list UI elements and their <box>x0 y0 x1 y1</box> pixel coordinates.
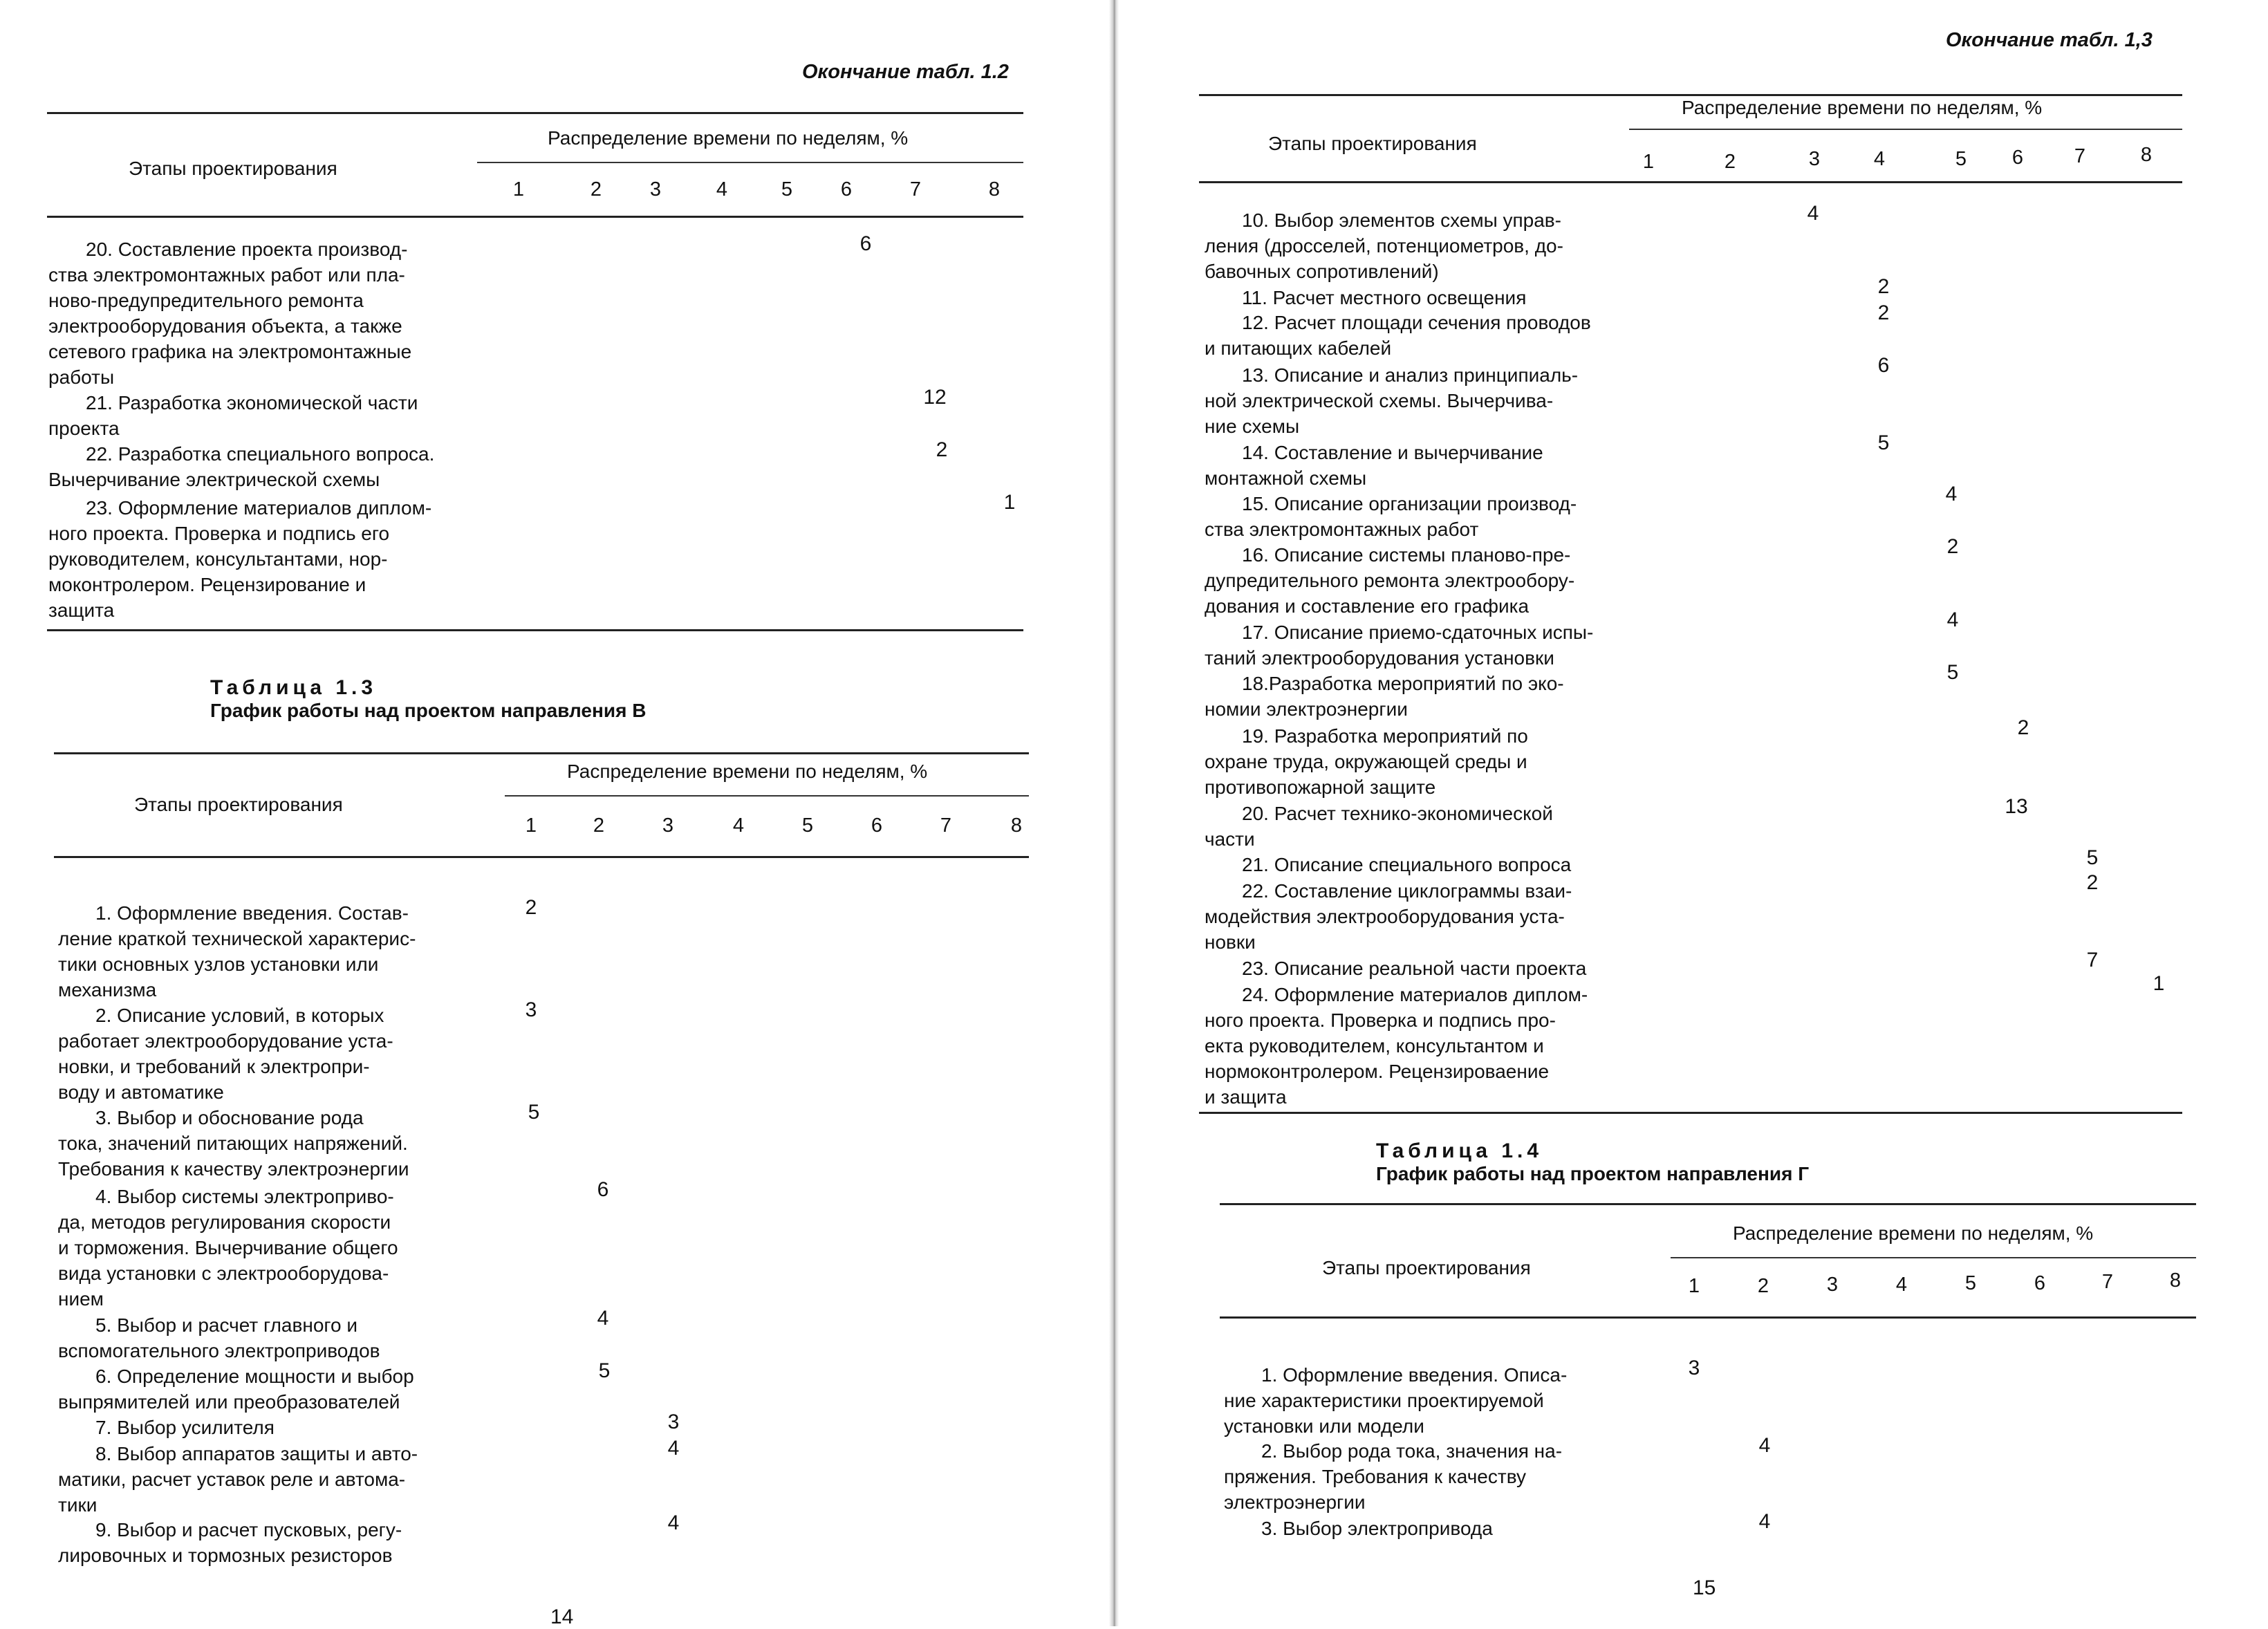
row-value: 3 <box>525 998 537 1021</box>
row-value: 13 <box>2005 795 2028 818</box>
table-row <box>1205 949 2099 981</box>
table-row <box>48 438 948 492</box>
week-1: 1 <box>1642 151 1655 173</box>
week-1: 1 <box>512 178 525 201</box>
table-row <box>58 1359 611 1415</box>
row-stage-text: 22. Составление циклограммы взаи- модействия электрооборудования уста- новки <box>1205 880 1572 953</box>
table-top-rule <box>47 112 1023 114</box>
table-title: График работы над проектом направления Г <box>1376 1163 1810 1184</box>
table-row <box>1205 275 1890 310</box>
week-6: 6 <box>2034 1272 2046 1294</box>
row-value: 1 <box>1003 491 1016 514</box>
distribution-header-rule <box>1629 129 2182 130</box>
row-value: 6 <box>597 1178 609 1201</box>
header-bottom-rule <box>1220 1316 2196 1319</box>
row-stage-text: 23. Оформление материалов диплом- ного проекта. Проверка и подпись его руководителем, консультантами, нор- моконтролером. Рецензирование и защита <box>48 497 432 621</box>
distribution-header: Распределение времени по неделям, % <box>567 761 928 782</box>
week-3: 3 <box>1826 1274 1839 1296</box>
table-top-rule <box>54 752 1029 754</box>
week-4: 4 <box>716 178 728 201</box>
stage-header: Этапы проектирования <box>1268 133 1477 154</box>
row-value: 2 <box>1946 535 1959 558</box>
row-value: 2 <box>1877 301 1890 324</box>
distribution-header: Распределение времени по неделям, % <box>1733 1222 2094 1244</box>
row-stage-text: 18.Разработка мероприятий по эко- номии электроэнергии <box>1205 673 1564 720</box>
week-2: 2 <box>593 814 605 837</box>
row-value: 4 <box>667 1511 680 1534</box>
week-6: 6 <box>871 814 883 837</box>
table-row <box>58 1511 680 1568</box>
week-8: 8 <box>2140 144 2153 166</box>
row-stage-text: 12. Расчет площади сечения проводов и питающих кабелей <box>1205 312 1591 359</box>
row-stage-text: 13. Описание и анализ принципиаль- ной электрической схемы. Вычерчива- ние схемы <box>1205 364 1579 437</box>
row-value: 5 <box>1946 661 1959 684</box>
week-8: 8 <box>1010 814 1023 837</box>
table-row <box>48 232 872 390</box>
row-value: 2 <box>2086 871 2099 894</box>
row-stage-text: 2. Описание условий, в которых работает электрооборудование уста- новки, и требований к электропри- воду и автоматике <box>58 1005 393 1103</box>
row-stage-text: 11. Расчет местного освещения <box>1242 287 1527 308</box>
row-value: 5 <box>528 1101 540 1124</box>
stage-header: Этапы проектирования <box>129 158 337 179</box>
week-7: 7 <box>940 814 952 837</box>
row-value: 6 <box>859 232 872 255</box>
distribution-header-rule <box>1671 1257 2196 1258</box>
row-value: 12 <box>923 386 947 409</box>
week-7: 7 <box>2101 1271 2114 1293</box>
table-row <box>1205 431 1890 491</box>
table-row <box>58 1437 680 1518</box>
table-row <box>1205 608 1959 671</box>
stage-header: Этапы проектирования <box>134 794 343 815</box>
week-5: 5 <box>781 178 793 201</box>
table-row <box>1205 716 2029 800</box>
distribution-header: Распределение времени по неделям, % <box>548 127 909 149</box>
table-row <box>1205 535 1959 619</box>
left-continuation-caption: Окончание табл. 1.2 <box>802 61 1009 83</box>
distribution-header: Распределение времени по неделям, % <box>1682 97 2043 118</box>
week-1: 1 <box>525 814 537 837</box>
table-row <box>1205 483 1958 542</box>
table-number: Таблица 1.3 <box>210 676 378 699</box>
row-stage-text: 15. Описание организации производ- ства электромонтажных работ <box>1205 493 1577 540</box>
row-value: 5 <box>598 1359 611 1382</box>
header-bottom-rule <box>1199 181 2182 183</box>
week-2: 2 <box>1724 151 1736 173</box>
week-3: 3 <box>662 814 674 837</box>
week-4: 4 <box>732 814 745 837</box>
table-row <box>48 491 1016 623</box>
row-stage-text: 1. Оформление введения. Описа- ние характеристики проектируемой установки или модели <box>1224 1364 1568 1437</box>
table-row <box>58 1307 609 1363</box>
table-bottom-rule <box>1199 1112 2182 1114</box>
distribution-header-rule <box>505 795 1029 797</box>
row-value: 4 <box>597 1307 609 1330</box>
table-row <box>48 386 947 441</box>
row-stage-text: 3. Выбор и обоснование рода тока, значений питающих напряжений. Требования к качеству электроэнергии <box>58 1107 409 1180</box>
table-row <box>1205 301 1890 361</box>
row-value: 4 <box>1945 483 1958 505</box>
row-value: 2 <box>936 438 948 461</box>
row-stage-text: 22. Разработка специального вопроса. Вычерчивание электрической схемы <box>48 443 435 490</box>
row-value: 5 <box>1877 431 1890 454</box>
week-4: 4 <box>1873 148 1886 170</box>
header-bottom-rule <box>47 216 1023 218</box>
week-3: 3 <box>649 178 662 201</box>
table-row <box>58 1411 680 1440</box>
table-bottom-rule <box>47 629 1023 631</box>
header-bottom-rule <box>54 856 1029 858</box>
table-row <box>1205 795 2028 852</box>
row-stage-text: 19. Разработка мероприятий по охране труда, окружающей среды и противопожарной защите <box>1205 725 1528 798</box>
stage-header: Этапы проектирования <box>1322 1257 1531 1278</box>
row-stage-text: 10. Выбор элементов схемы управ- ления (дросселей, потенциометров, до- бавочных сопротивлений) <box>1205 210 1563 282</box>
row-value: 4 <box>1758 1434 1771 1457</box>
week-7: 7 <box>2074 145 2086 167</box>
table-row <box>58 1178 609 1312</box>
week-6: 6 <box>840 178 853 201</box>
row-stage-text: 1. Оформление введения. Состав- ление краткой технической характерис- тики основных узлов установки или механизма <box>58 902 416 1000</box>
row-value: 2 <box>1877 275 1890 298</box>
row-value: 4 <box>667 1437 680 1460</box>
row-stage-text: 4. Выбор системы электроприво- да, методов регулирования скорости и торможения. Вычерчивание общего вида установки с электрооборудова- нием <box>58 1186 398 1310</box>
row-stage-text: 9. Выбор и расчет пусковых, регу- лировочных и тормозных резисторов <box>58 1519 402 1566</box>
table-row <box>1205 354 1890 439</box>
table-row <box>58 1101 540 1182</box>
row-value: 2 <box>2017 716 2029 739</box>
row-value: 4 <box>1807 202 1819 225</box>
right-continuation-caption: Окончание табл. 1,3 <box>1946 29 2153 51</box>
week-2: 2 <box>1757 1275 1769 1297</box>
row-stage-text: 17. Описание приемо-сдаточных испы- таний электрооборудования установки <box>1205 622 1594 669</box>
row-value: 7 <box>2086 949 2099 971</box>
week-3: 3 <box>1808 148 1821 170</box>
week-5: 5 <box>1955 148 1967 170</box>
week-6: 6 <box>2011 147 2024 169</box>
table-row <box>58 896 537 1003</box>
row-value: 4 <box>1758 1510 1771 1533</box>
table-title: График работы над проектом направления В <box>210 700 647 721</box>
table-row <box>1205 846 2099 877</box>
week-2: 2 <box>590 178 602 201</box>
table-row <box>1224 1510 1771 1541</box>
week-8: 8 <box>988 178 1001 201</box>
row-stage-text: 2. Выбор рода тока, значения на- пряжения. Требования к качеству электроэнергии <box>1224 1440 1563 1513</box>
row-value: 1 <box>2153 972 2165 995</box>
row-stage-text: 20. Составление проекта производ- ства электромонтажных работ или пла- ново-предупредительного ремонта электрооборудования объекта, а также сетевого графика на электромонтажные работы <box>48 239 412 388</box>
row-stage-text: 3. Выбор электропривода <box>1261 1518 1493 1539</box>
table-row <box>58 998 537 1105</box>
row-value: 3 <box>1688 1357 1700 1379</box>
distribution-header-rule <box>477 162 1023 163</box>
row-value: 5 <box>2086 846 2099 869</box>
row-value: 3 <box>667 1411 680 1433</box>
table-row <box>1205 661 1959 722</box>
row-stage-text: 21. Описание специального вопроса <box>1242 854 1572 875</box>
table-number: Таблица 1.4 <box>1376 1139 1543 1162</box>
page-number: 14 <box>550 1605 574 1628</box>
table-top-rule <box>1199 94 2182 96</box>
table-row <box>1205 202 1819 284</box>
table-row <box>1224 1357 1700 1439</box>
right-page <box>1106 0 2268 1626</box>
row-stage-text: 23. Описание реальной части проекта <box>1242 958 1587 979</box>
week-8: 8 <box>2169 1269 2182 1292</box>
table-row <box>1224 1434 1771 1515</box>
week-1: 1 <box>1688 1275 1700 1297</box>
row-stage-text: 7. Выбор усилителя <box>95 1417 275 1438</box>
row-value: 4 <box>1946 608 1959 631</box>
row-value: 6 <box>1877 354 1890 377</box>
row-stage-text: 6. Определение мощности и выбор выпрямителей или преобразователей <box>58 1366 414 1413</box>
week-5: 5 <box>801 814 814 837</box>
row-stage-text: 5. Выбор и расчет главного и вспомогательного электроприводов <box>58 1314 380 1361</box>
row-stage-text: 8. Выбор аппаратов защиты и авто- матики, расчет уставок реле и автома- тики <box>58 1443 418 1516</box>
row-value: 2 <box>525 896 537 919</box>
row-stage-text: 21. Разработка экономической части проекта <box>48 392 418 439</box>
row-stage-text: 24. Оформление материалов диплом- ного проекта. Проверка и подпись про- екта руководителем, консультантом и нормоконтролером. Рецензироваение и защита <box>1205 984 1588 1108</box>
table-top-rule <box>1220 1203 2196 1205</box>
page-number: 15 <box>1693 1576 1716 1599</box>
left-page <box>0 0 1106 1626</box>
week-5: 5 <box>1964 1272 1977 1294</box>
table-row <box>1205 871 2099 955</box>
table-row <box>1205 972 2165 1110</box>
week-4: 4 <box>1895 1274 1908 1296</box>
row-stage-text: 16. Описание системы планово-пре- дупредительного ремонта электрообору- дования и составление его графика <box>1205 544 1575 617</box>
row-stage-text: 14. Составление и вычерчивание монтажной схемы <box>1205 442 1543 489</box>
week-7: 7 <box>909 178 922 201</box>
row-stage-text: 20. Расчет технико-экономической части <box>1205 803 1553 850</box>
